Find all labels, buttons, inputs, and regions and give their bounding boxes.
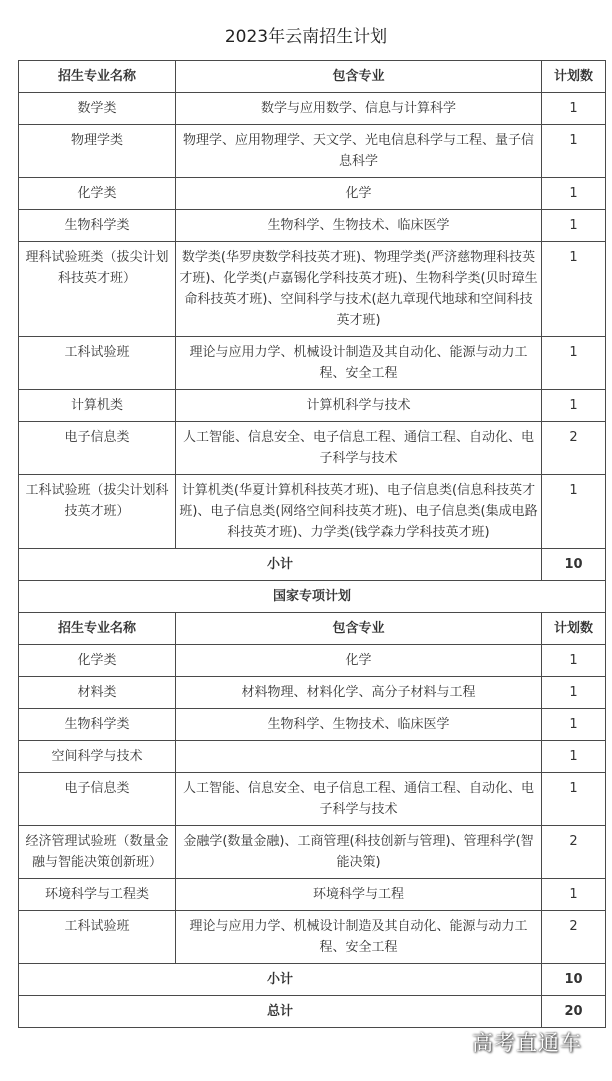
included-majors: 材料物理、材料化学、高分子材料与工程	[176, 677, 542, 709]
table-row	[19, 645, 606, 677]
plan-count: 1	[542, 93, 606, 125]
plan-count: 1	[542, 773, 606, 826]
header-name: 招生专业名称	[19, 613, 176, 645]
included-majors: 人工智能、信息安全、电子信息工程、通信工程、自动化、电子科学与技术	[176, 773, 542, 826]
table-row	[19, 773, 606, 826]
grand-total-row	[19, 996, 606, 1028]
table-body	[19, 61, 606, 1028]
major-name: 化学类	[19, 645, 176, 677]
major-name: 计算机类	[19, 390, 176, 422]
plan-count: 1	[542, 337, 606, 390]
included-majors: 理论与应用力学、机械设计制造及其自动化、能源与动力工程、安全工程	[176, 337, 542, 390]
header-includes: 包含专业	[176, 613, 542, 645]
special-subtotal-value: 10	[542, 964, 606, 996]
table-row	[19, 879, 606, 911]
table-row	[19, 741, 606, 773]
grand-total-value: 20	[542, 996, 606, 1028]
included-majors: 计算机类(华夏计算机科技英才班)、电子信息类(信息科技英才班)、电子信息类(网络空间科技英才班)、电子信息类(集成电路科技英才班)、力学类(钱学森力学科技英才班)	[176, 475, 542, 549]
major-name: 生物科学类	[19, 709, 176, 741]
table-row	[19, 422, 606, 475]
general-subtotal-value: 10	[542, 549, 606, 581]
page-title: 2023年云南招生计划	[224, 27, 388, 47]
included-majors: 化学	[176, 645, 542, 677]
included-majors: 化学	[176, 178, 542, 210]
general-subtotal-label: 小计	[19, 549, 542, 581]
plan-count: 1	[542, 178, 606, 210]
major-name: 电子信息类	[19, 422, 176, 475]
plan-count: 2	[542, 911, 606, 964]
major-name: 电子信息类	[19, 773, 176, 826]
table-row	[19, 826, 606, 879]
special-subtotal-label: 小计	[19, 964, 542, 996]
table-header-row	[19, 61, 606, 93]
major-name: 化学类	[19, 178, 176, 210]
plan-count: 1	[542, 741, 606, 773]
major-name: 环境科学与工程类	[19, 879, 176, 911]
table-row	[19, 337, 606, 390]
table-row	[19, 390, 606, 422]
header-includes: 包含专业	[176, 61, 542, 93]
included-majors: 数学类(华罗庚数学科技英才班)、物理学类(严济慈物理科技英才班)、化学类(卢嘉锡化学科技英才班)、生物科学类(贝时璋生命科技英才班)、空间科学与技术(赵九章现代地球和空间科技英才班)	[176, 242, 542, 337]
table-row	[19, 242, 606, 337]
plan-count: 1	[542, 645, 606, 677]
major-name: 物理学类	[19, 125, 176, 178]
section-row	[19, 581, 606, 613]
plan-count: 1	[542, 677, 606, 709]
included-majors: 人工智能、信息安全、电子信息工程、通信工程、自动化、电子科学与技术	[176, 422, 542, 475]
plan-count: 1	[542, 210, 606, 242]
major-name: 理科试验班类（拔尖计划科技英才班）	[19, 242, 176, 337]
major-name: 空间科学与技术	[19, 741, 176, 773]
included-majors: 理论与应用力学、机械设计制造及其自动化、能源与动力工程、安全工程	[176, 911, 542, 964]
plan-count: 1	[542, 879, 606, 911]
included-majors	[176, 741, 542, 773]
included-majors: 环境科学与工程	[176, 879, 542, 911]
table-row	[19, 475, 606, 549]
table-row	[19, 709, 606, 741]
table-row	[19, 911, 606, 964]
header-count: 计划数	[542, 613, 606, 645]
table-row	[19, 677, 606, 709]
included-majors: 生物科学、生物技术、临床医学	[176, 210, 542, 242]
table-row	[19, 210, 606, 242]
table-row	[19, 93, 606, 125]
section-title: 国家专项计划	[19, 581, 606, 613]
major-name: 数学类	[19, 93, 176, 125]
major-name: 工科试验班（拔尖计划科技英才班）	[19, 475, 176, 549]
major-name: 材料类	[19, 677, 176, 709]
table-row	[19, 178, 606, 210]
included-majors: 计算机科学与技术	[176, 390, 542, 422]
plan-count: 1	[542, 475, 606, 549]
special-subtotal-row	[19, 964, 606, 996]
included-majors: 金融学(数量金融)、工商管理(科技创新与管理)、管理科学(智能决策)	[176, 826, 542, 879]
included-majors: 物理学、应用物理学、天文学、光电信息科学与工程、量子信息科学	[176, 125, 542, 178]
included-majors: 生物科学、生物技术、临床医学	[176, 709, 542, 741]
header-name: 招生专业名称	[19, 61, 176, 93]
plan-count: 1	[542, 390, 606, 422]
major-name: 经济管理试验班（数量金融与智能决策创新班）	[19, 826, 176, 879]
grand-total-label: 总计	[19, 996, 542, 1028]
plan-count: 1	[542, 709, 606, 741]
major-name: 工科试验班	[19, 911, 176, 964]
table-row	[19, 125, 606, 178]
plan-count: 1	[542, 125, 606, 178]
header-count: 计划数	[542, 61, 606, 93]
table-header-row	[19, 613, 606, 645]
major-name: 生物科学类	[19, 210, 176, 242]
general-subtotal-row	[19, 549, 606, 581]
plan-count: 1	[542, 242, 606, 337]
major-name: 工科试验班	[19, 337, 176, 390]
watermark: 高考直通车	[472, 1031, 582, 1055]
included-majors: 数学与应用数学、信息与计算科学	[176, 93, 542, 125]
enrollment-plan-table	[18, 60, 606, 1028]
plan-count: 2	[542, 826, 606, 879]
plan-count: 2	[542, 422, 606, 475]
